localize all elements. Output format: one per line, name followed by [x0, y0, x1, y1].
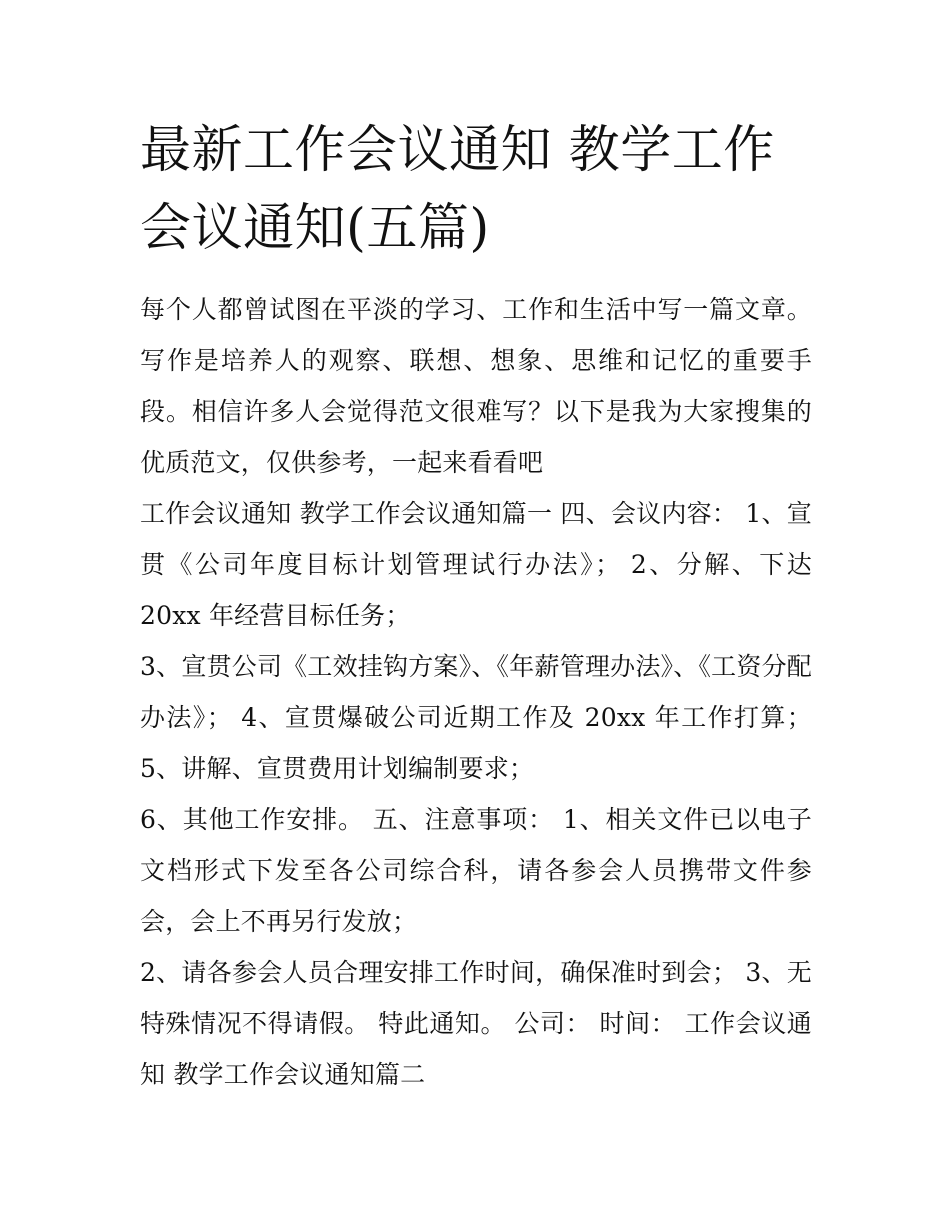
paragraph-intro: 每个人都曾试图在平淡的学习、工作和生活中写一篇文章。写作是培养人的观察、联想、想象、思维和记忆的重要手段。相信许多人会觉得范文很难写？以下是我为大家搜集的优质范文，仅供参考，一起来看看吧 [140, 295, 812, 477]
paragraph-notes: 6、其他工作安排。 五、注意事项： 1、相关文件已以电子文档形式下发至各公司综合科，请各参会人员携带文件参会，会上不再另行发放； [140, 805, 812, 936]
document-body [140, 284, 812, 1100]
document-title: 最新工作会议通知 教学工作会议通知(五篇) [140, 121, 775, 258]
paragraph-closing: 2、请各参会人员合理安排工作时间，确保准时到会； 3、无特殊情况不得请假。 特此通知。 公司： 时间： 工作会议通知 教学工作会议通知篇二 [140, 958, 812, 1089]
paragraph-meeting-content: 工作会议通知 教学工作会议通知篇一 四、会议内容： 1、宣贯《公司年度目标计划管理试行办法》； 2、分解、下达 20xx 年经营目标任务； [140, 499, 812, 630]
paragraph-items-3-5: 3、宣贯公司《工效挂钩方案》、《年薪管理办法》、《工资分配办法》； 4、宣贯爆破公司近期工作及 20xx 年工作打算； 5、讲解、宣贯费用计划编制要求； [140, 652, 812, 783]
